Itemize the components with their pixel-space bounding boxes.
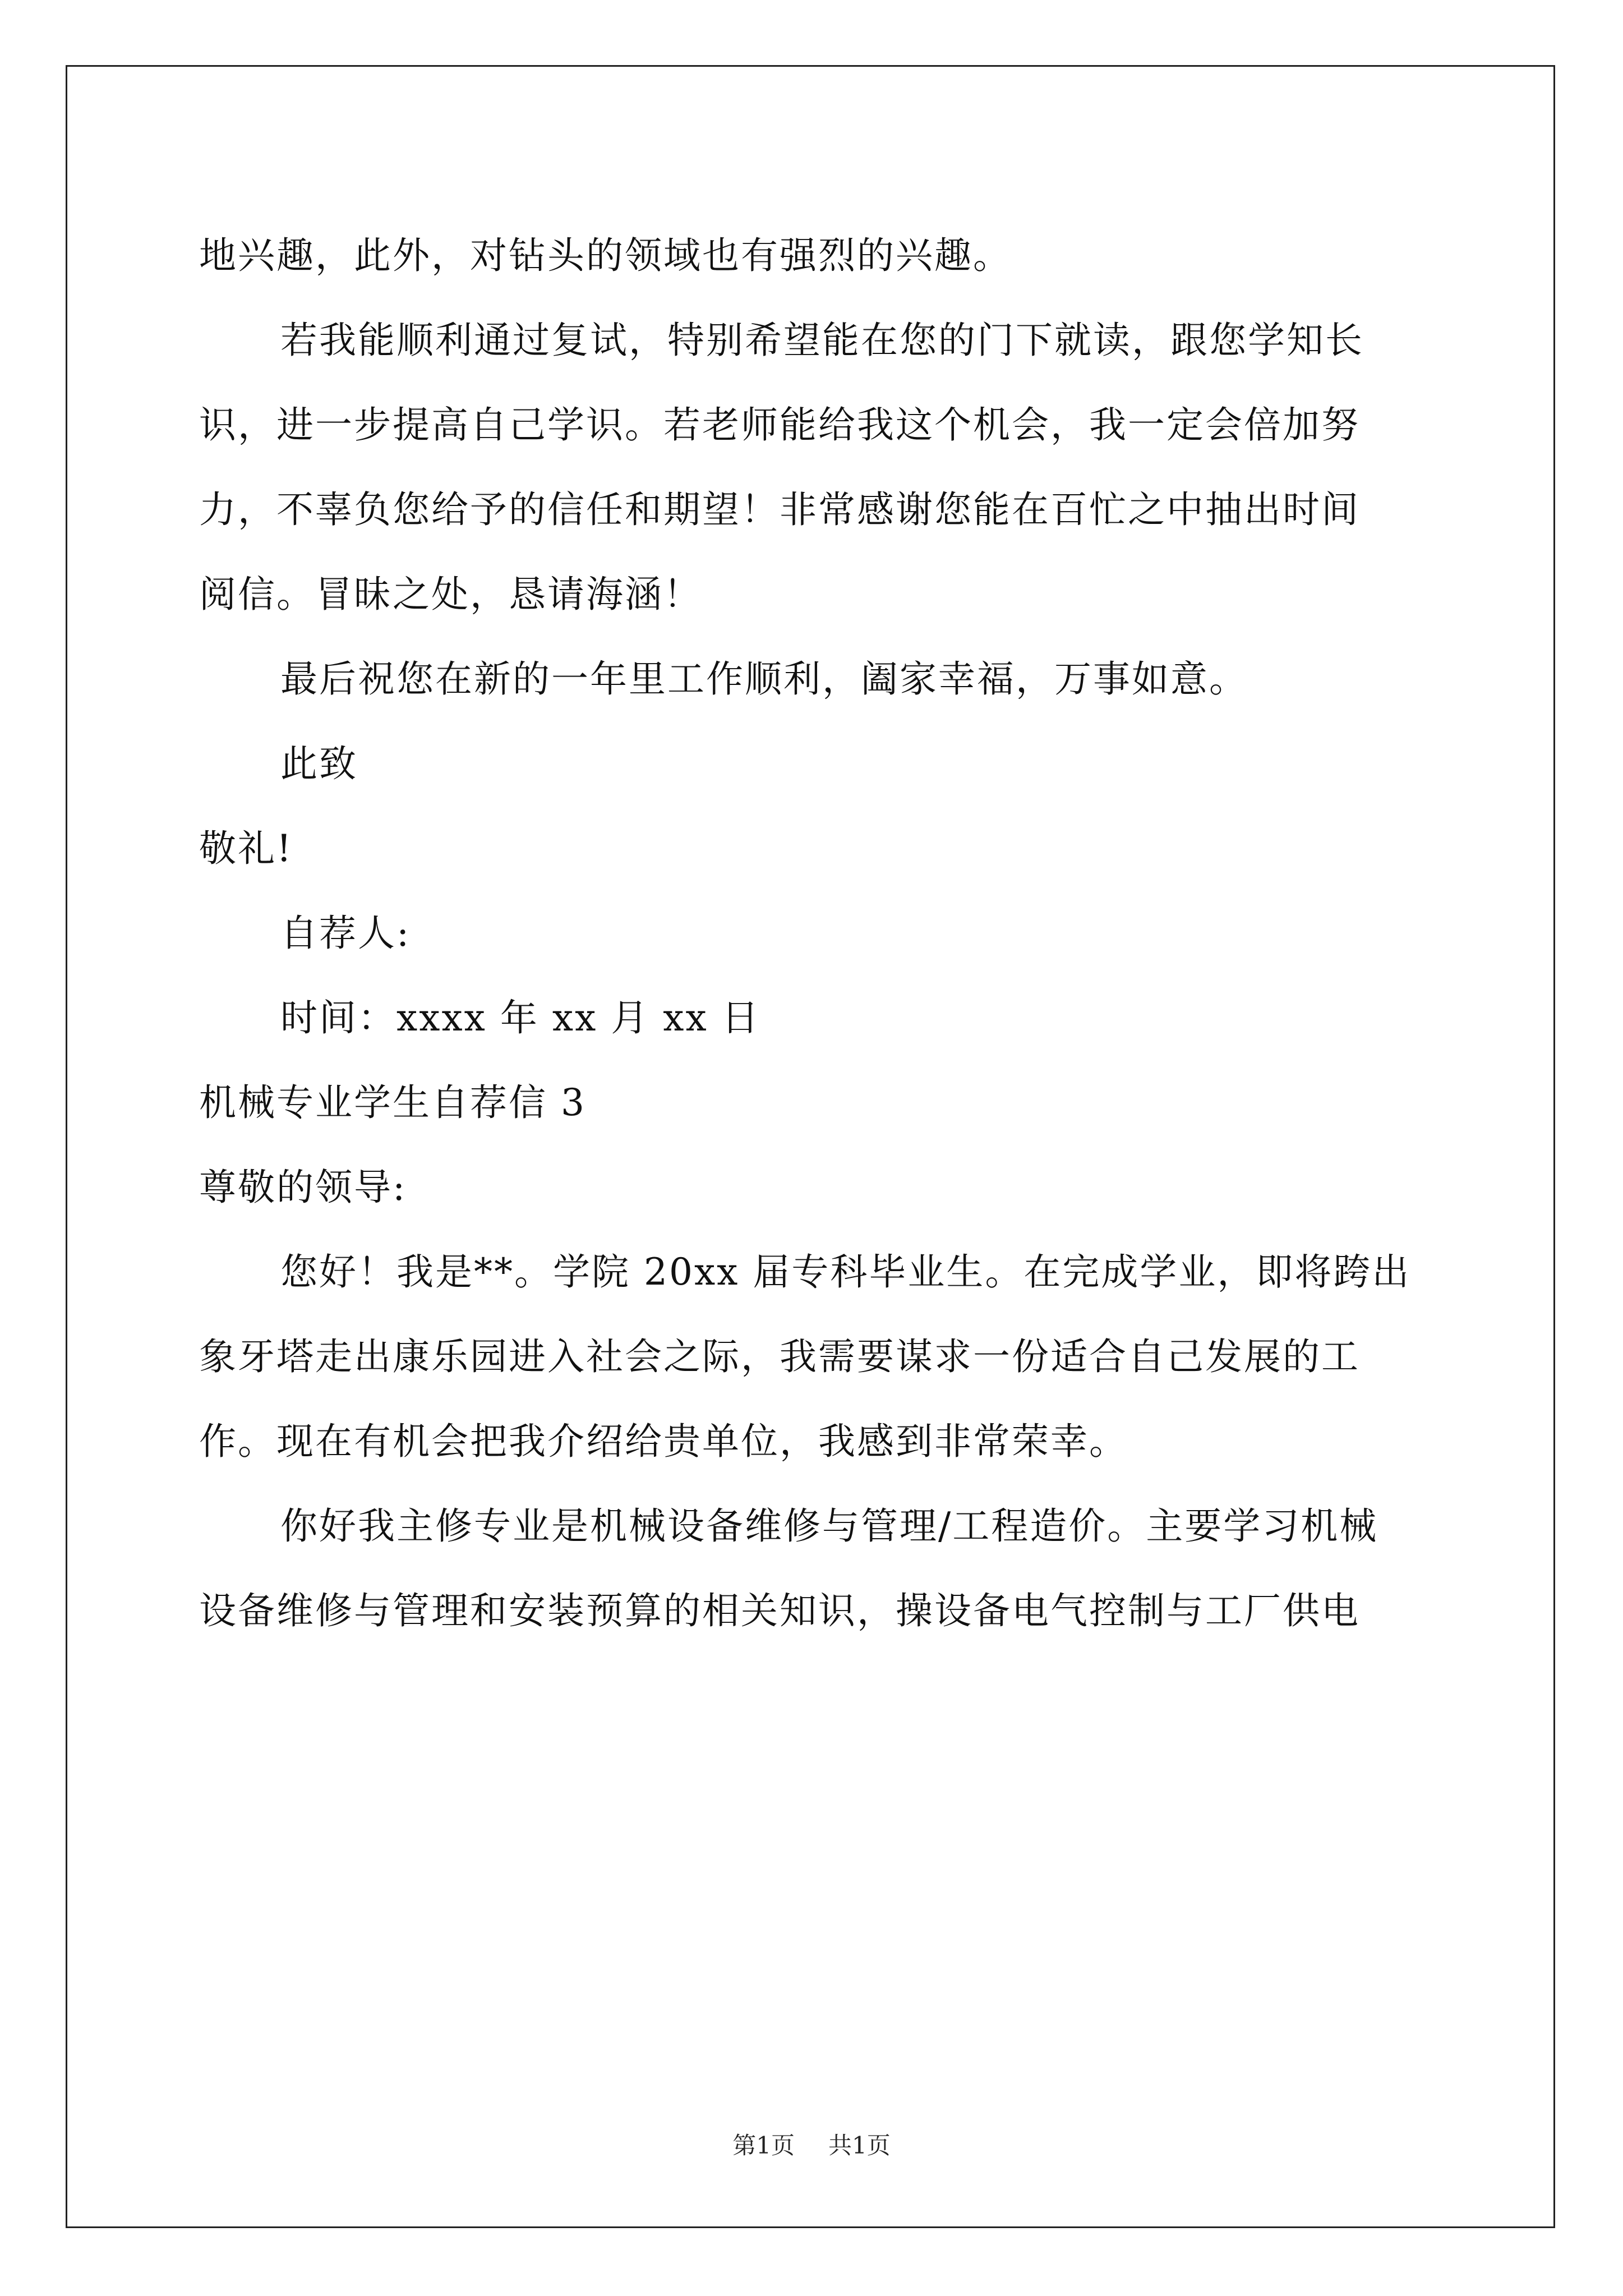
greeting-line: 尊敬的领导: [199,1166,407,1209]
body-line-17: 设备维修与管理和安装预算的相关知识，操设备电气控制与工厂供电 [199,1589,1360,1632]
page-footer [0,2129,1623,2162]
date-line: 时间：xxxx 年 xx 月 xx 日 [280,996,760,1039]
page-number: 第1页 [732,2132,795,2159]
body-line-3: 识，进一步提高自己学识。若老师能给我这个机会，我一定会倍加努 [199,403,1360,447]
body-line-6: 最后祝您在新的一年里工作顺利，阖家幸福，万事如意。 [280,657,1248,701]
section-title: 机械专业学生自荐信 3 [199,1081,586,1124]
body-line-15: 作。现在有机会把我介绍给贵单位，我感到非常荣幸。 [199,1420,1128,1463]
body-line-1: 地兴趣，此外，对钻头的领域也有强烈的兴趣。 [199,234,1012,277]
body-line-5: 阅信。冒昧之处，恳请海涵！ [199,573,702,616]
body-line-16: 你好我主修专业是机械设备维修与管理/工程造价。主要学习机械 [280,1504,1378,1548]
salutation-closing: 此致 [280,742,358,785]
page-total: 共1页 [828,2132,891,2159]
document-body [199,213,1433,1653]
salutation-regards: 敬礼! [199,827,293,870]
body-line-4: 力，不辜负您给予的信任和期望！非常感谢您能在百忙之中抽出时间 [199,488,1360,531]
signer-label: 自荐人: [280,912,411,955]
body-line-13: 您好！我是**。学院 20xx 届专科毕业生。在完成学业，即将跨出 [280,1250,1411,1294]
body-line-14: 象牙塔走出康乐园进入社会之际，我需要谋求一份适合自己发展的工 [199,1335,1360,1378]
body-line-2: 若我能顺利通过复试，特别希望能在您的门下就读，跟您学知长 [280,319,1364,362]
